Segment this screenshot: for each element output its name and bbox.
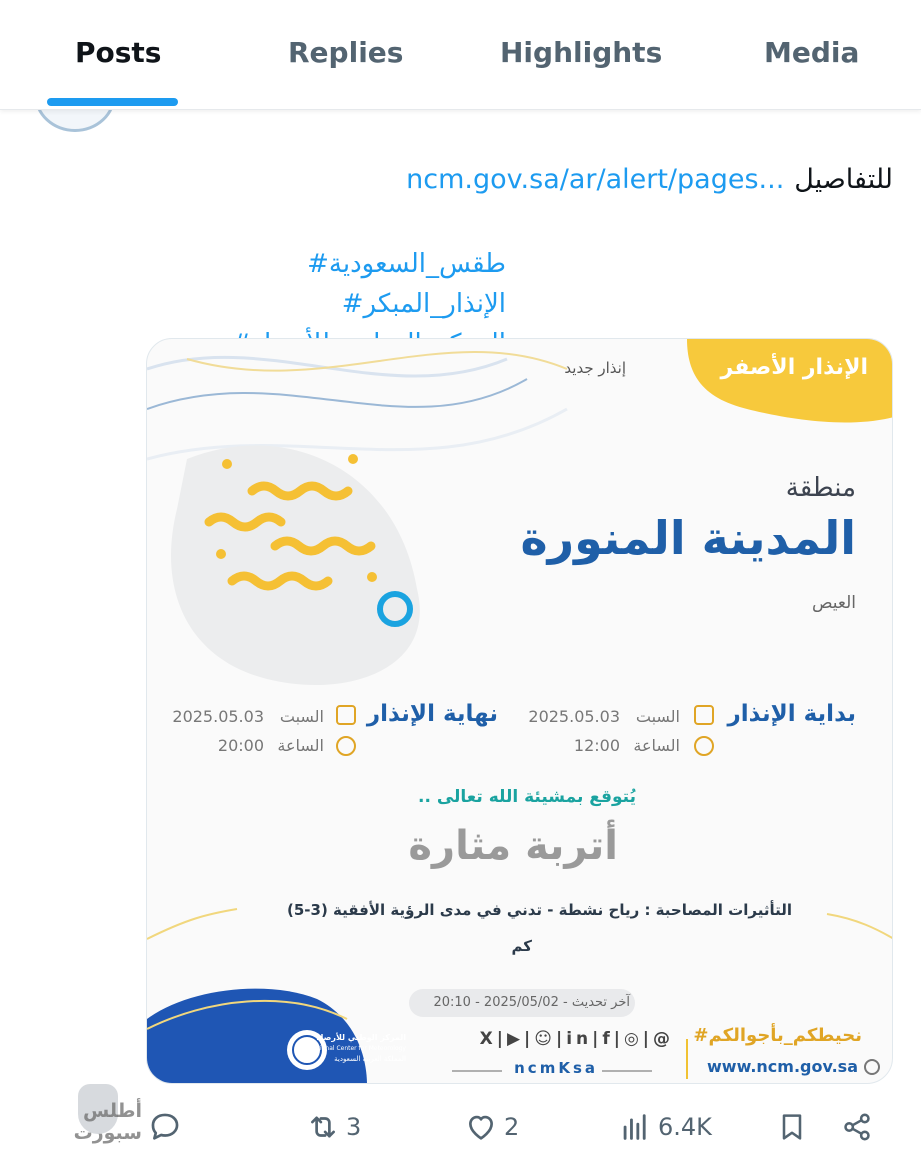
like-count: 2: [504, 1113, 520, 1141]
clock-icon-start: [695, 737, 713, 755]
calendar-icon-end: [337, 706, 355, 724]
slogan-hashtag: #نحيطكم_بأجوالكم: [693, 1025, 862, 1046]
repost-icon: [306, 1110, 340, 1144]
social-icons-row: X|▶|☺|in|f|◎|@: [479, 1029, 674, 1049]
social-handle: ncmKsa: [514, 1059, 598, 1077]
tab-replies[interactable]: Replies: [288, 36, 404, 69]
start-date: 2025.05.03: [528, 707, 620, 726]
heart-icon: [464, 1110, 498, 1144]
alert-end-title: نهاية الإنذار: [366, 701, 498, 727]
hashtag-line-1[interactable]: طقس_السعودية# الإنذار_المبكر#: [307, 249, 506, 319]
region-name: المدينة المنورة: [520, 511, 856, 565]
bookmark-icon: [776, 1110, 808, 1144]
end-day: السبت: [279, 707, 324, 726]
yellow-alert-badge: الإنذار الأصفر: [720, 355, 868, 380]
bookmark-button[interactable]: [776, 1110, 808, 1144]
end-time-label: الساعة: [277, 736, 324, 755]
phenomenon-title: أتربة مثارة: [408, 823, 618, 869]
clock-icon-end: [337, 737, 355, 755]
start-time-label: الساعة: [633, 736, 680, 755]
effects-line-1: التأثيرات المصاحبة : رياح نشطة - تدني في مدى الرؤية الأفقية (3-5): [286, 901, 792, 919]
region-label: منطقة: [785, 473, 856, 503]
website-url: www.ncm.gov.sa: [707, 1057, 858, 1076]
calendar-icon-start: [695, 706, 713, 724]
views-count: 6.4K: [658, 1113, 712, 1141]
org-name-ar: المركز الوطني للأرصاد: [316, 1033, 406, 1042]
watermark-text: أطلس سبورت: [73, 1100, 142, 1144]
views-button[interactable]: [618, 1110, 712, 1144]
last-update: آخر تحديث - 2025/05/02 - 20:10: [433, 995, 630, 1010]
org-sub-ar: المملكة العربية السعودية: [334, 1055, 406, 1063]
active-tab-indicator: [47, 98, 178, 106]
alert-start-title: بداية الإنذار: [727, 701, 856, 727]
profile-tab-bar: [0, 0, 921, 110]
repost-count: 3: [346, 1113, 362, 1141]
views-chart-icon: [618, 1110, 652, 1144]
tab-highlights[interactable]: Highlights: [500, 36, 663, 69]
expectation-text: يُتوقع بمشيئة الله تعالى ..: [418, 787, 636, 807]
new-alert-label: إنذار جديد: [564, 359, 626, 377]
start-time: 12:00: [573, 736, 620, 755]
tab-media[interactable]: Media: [764, 36, 860, 69]
details-link[interactable]: ncm.gov.sa/ar/alert/pages...: [406, 164, 785, 195]
share-button[interactable]: [840, 1110, 874, 1144]
repost-button[interactable]: [306, 1110, 361, 1144]
end-date: 2025.05.03: [172, 707, 264, 726]
tab-posts[interactable]: Posts: [75, 36, 162, 69]
org-name-en: National Center for Meteorology: [309, 1045, 406, 1052]
share-icon: [840, 1110, 874, 1144]
effects-line-2: كم: [511, 937, 532, 955]
details-label: للتفاصيل: [794, 164, 893, 195]
sub-region: العيص: [811, 593, 856, 613]
like-button[interactable]: [464, 1110, 519, 1144]
tweet-details-line: [406, 164, 893, 195]
tweet-action-bar: [0, 1098, 921, 1158]
end-time: 20:00: [217, 736, 264, 755]
start-day: السبت: [635, 707, 680, 726]
reply-icon: [148, 1110, 182, 1144]
reply-button[interactable]: [148, 1110, 182, 1144]
alert-card-image[interactable]: [146, 338, 893, 1084]
